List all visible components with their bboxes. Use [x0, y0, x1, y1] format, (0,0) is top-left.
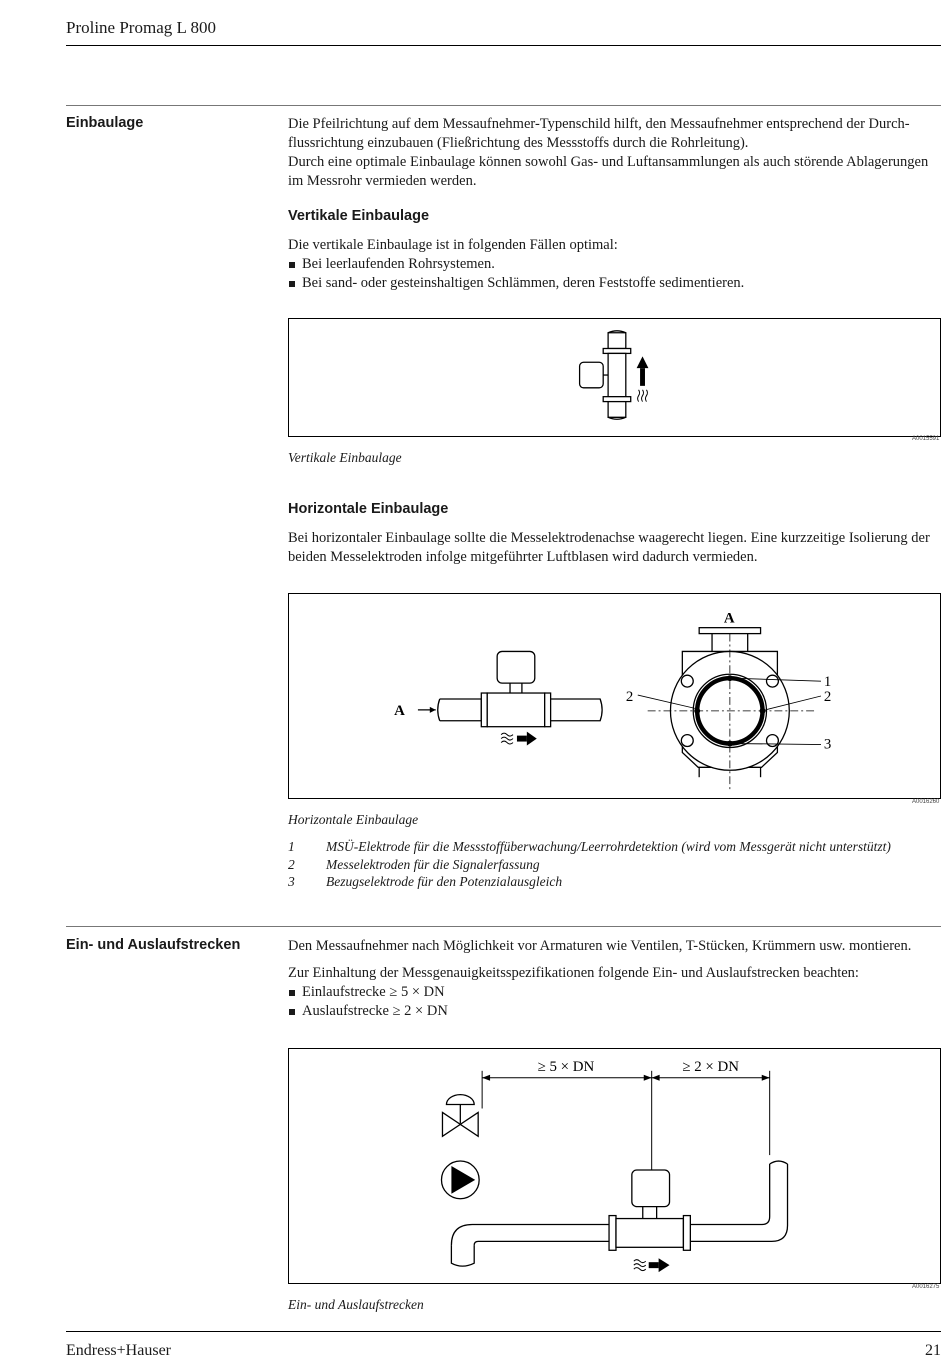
- text-line: im Messrohr vermieden werden.: [288, 173, 477, 189]
- callout-2-right: 2: [823, 688, 832, 705]
- figure-caption: Ein- und Auslaufstrecken: [288, 1297, 424, 1312]
- subheading-vertikal: Vertikale Einbaulage: [288, 208, 430, 224]
- figure-id: A0015591: [912, 436, 940, 442]
- footer-rule: [66, 1331, 941, 1332]
- text-line: beiden Messelektroden infolge mitgeführter Luftblasen wird dadurch vermieden.: [288, 549, 758, 565]
- legend-row: [288, 838, 891, 856]
- figure-id: A0016275: [912, 1284, 940, 1290]
- legend-row: [288, 856, 891, 874]
- list-item: Bei leerlaufenden Rohrsystemen.: [288, 255, 943, 274]
- inlet-outlet-diagram: [289, 1049, 940, 1283]
- einlauf-text: [288, 937, 943, 1021]
- bullet-list: [288, 983, 943, 1021]
- figure-horizontal: [288, 593, 941, 799]
- view-label: A: [394, 702, 405, 719]
- vertikal-text: [288, 236, 943, 293]
- list-item: Einlaufstrecke ≥ 5 × DN: [288, 983, 943, 1002]
- text-line: Die vertikale Einbaulage ist in folgenden Fällen optimal:: [288, 237, 618, 253]
- figure-caption: Horizontale Einbaulage: [288, 812, 419, 827]
- figure-caption: Vertikale Einbaulage: [288, 450, 402, 465]
- horizontal-installation-diagram: [289, 594, 940, 798]
- text-line: flussrichtung einzubauen (Fließrichtung des Messstoffs durch die Rohrleitung).: [288, 135, 749, 151]
- text-line: Die Pfeilrichtung auf dem Messaufnehmer-Typenschild hilft, den Messaufnehmer entsprechend der Durch-: [288, 116, 910, 132]
- callout-3: 3: [823, 736, 832, 753]
- callout-1: 1: [823, 674, 832, 691]
- view-label: A: [723, 610, 735, 627]
- legend-number: 2: [288, 856, 295, 872]
- horizontal-text: [288, 529, 943, 567]
- section-rule-einlauf: [66, 926, 941, 927]
- legend-text: Bezugselektrode für den Potenzialausgleich: [326, 874, 563, 889]
- vertical-installation-diagram: [289, 319, 940, 436]
- header-rule: [66, 45, 941, 46]
- section-label-einlauf: Ein- und Auslaufstrecken: [66, 937, 241, 953]
- subheading-horizontal: Horizontale Einbaulage: [288, 501, 449, 517]
- figure-id: A0016260: [912, 799, 940, 805]
- callout-2-left: 2: [625, 688, 634, 705]
- text-line: Bei horizontaler Einbaulage sollte die Messelektrodenachse waagerecht liegen. Eine kurzzeitige Isolierung der: [288, 530, 930, 546]
- figure-legend: [288, 838, 891, 891]
- section-label-einbaulage: Einbaulage: [66, 115, 144, 131]
- document-title: Proline Promag L 800: [66, 18, 216, 37]
- footer-brand: Endress+Hauser: [66, 1342, 171, 1359]
- legend-text: MSÜ-Elektrode für die Messstoffüberwachung/Leerrohrdetektion (wird vom Messgerät nicht unterstützt): [326, 839, 891, 854]
- figure-vertikal: [288, 318, 941, 437]
- list-item: Auslaufstrecke ≥ 2 × DN: [288, 1002, 943, 1021]
- figure-einlauf: [288, 1048, 941, 1284]
- section-rule-einbaulage: [66, 105, 941, 106]
- legend-row: [288, 873, 891, 891]
- einbaulage-intro: [288, 115, 943, 191]
- dimension-inlet: ≥ 5 × DN: [537, 1058, 595, 1075]
- text-line: Durch eine optimale Einbaulage können sowohl Gas- und Luftansammlungen als auch störende Ablagerungen: [288, 154, 929, 170]
- legend-number: 3: [288, 874, 295, 889]
- text-line: Zur Einhaltung der Messgenauigkeitsspezifikationen folgende Ein- und Auslaufstrecken beachten:: [288, 965, 859, 981]
- list-item: Bei sand- oder gesteinshaltigen Schlämmen, deren Feststoffe sedimentieren.: [288, 274, 943, 293]
- bullet-list: [288, 255, 943, 293]
- page-number: 21: [925, 1342, 941, 1359]
- dimension-outlet: ≥ 2 × DN: [682, 1058, 739, 1075]
- legend-number: 1: [288, 839, 295, 854]
- text-line: Den Messaufnehmer nach Möglichkeit vor Armaturen wie Ventilen, T-Stücken, Krümmern usw. montieren.: [288, 938, 912, 954]
- legend-text: Messelektroden für die Signalerfassung: [326, 856, 540, 872]
